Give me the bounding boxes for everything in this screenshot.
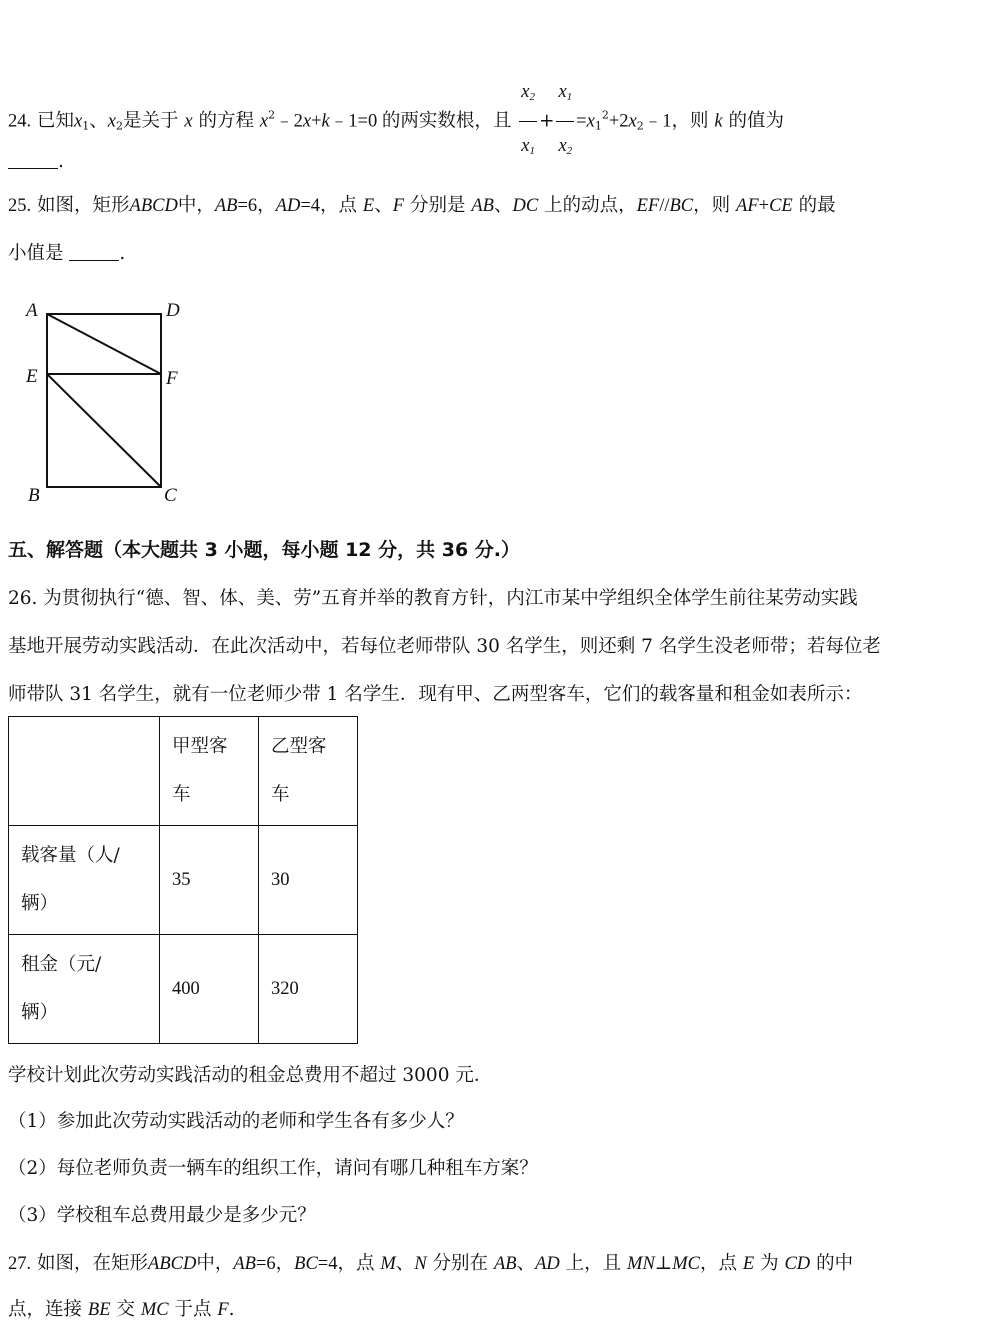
table-header: [160, 717, 259, 826]
fraction-x1-over-x2: $\frac{x_1}{x_2}$: [556, 70, 574, 173]
label-f: F: [166, 368, 178, 389]
text: 是关于: [122, 110, 179, 132]
question-26-part1: （1）参加此次劳动实践活动的老师和学生各有多少人？: [8, 1111, 464, 1132]
text: =4，点: [300, 196, 358, 216]
text: 的方程: [198, 110, 255, 132]
text: .: [119, 243, 126, 264]
table-row: [9, 935, 358, 1044]
text: 上，且: [565, 1253, 622, 1274]
question-25-line2: [8, 242, 125, 266]
text: 车: [172, 784, 191, 805]
question-25: 25. 如图，矩形ABCD中，AB=6，AD=4，点 E、F 分别是 AB、DC 上的动点，EF//BC，则 AF+CE 的最: [8, 195, 836, 216]
question-26-line1: 26. 为贯彻执行“德、智、体、美、劳”五育并举的教育方针，内江市某中学组织全体学生前往某劳动实践: [8, 588, 858, 609]
text: //: [659, 196, 670, 216]
answer-blank: [69, 242, 119, 261]
text: 辆）: [21, 893, 59, 914]
segment-af: [47, 314, 161, 374]
question-26-part2: （2）每位老师负责一辆车的组织工作，请问有哪几种租车方案？: [8, 1158, 538, 1179]
text: 点，连接: [8, 1299, 83, 1320]
text: =6，: [237, 196, 276, 216]
question-27-line2: 点，连接 BE 交 MC 于点 F.: [8, 1299, 235, 1320]
text: +: [758, 196, 770, 216]
text: 甲型客: [172, 736, 228, 757]
text: 的最: [798, 195, 836, 216]
text: ﹣1=0 的两实数根，且: [329, 111, 512, 132]
text: 分别是: [409, 195, 466, 216]
text: 于点: [174, 1299, 212, 1320]
text: ﹣2: [275, 111, 303, 132]
text: .: [58, 151, 64, 172]
text: .: [228, 1299, 235, 1320]
text: 上的动点，: [544, 195, 637, 216]
question-26-part3: （3）学校租车总费用最少是多少元？: [8, 1205, 316, 1226]
text: 乙型客: [271, 736, 327, 757]
vehicle-table: [8, 716, 358, 1044]
text: 载客量（人/: [21, 845, 120, 866]
text: 的中: [816, 1253, 854, 1274]
text: 中，: [177, 195, 215, 216]
table-cell: 30: [259, 826, 358, 935]
label-d: D: [166, 300, 180, 321]
fraction-x2-over-x1: $\frac{x_2}{x_1}$: [519, 70, 537, 173]
text: =6，: [255, 1254, 295, 1274]
text: 分别在: [432, 1253, 489, 1274]
text: 已知: [37, 110, 75, 132]
question-26-line2: 基地开展劳动实践活动．在此次活动中，若每位老师带队 30 名学生，则还剩 7 名学生没老师带；若每位老: [8, 636, 881, 657]
table-row: [9, 717, 358, 826]
text: 交: [116, 1299, 135, 1320]
text: 如图，矩形: [37, 195, 130, 216]
label-c: C: [164, 485, 177, 506]
table-row: [9, 826, 358, 935]
label-b: B: [28, 485, 40, 506]
question-24: 24. 已知$x_1$、$x_2$是关于 x 的方程 $x^2﹣2x+k﹣1=0$ 的两实数根，且 $\frac{x_2}{x_1}$ + $\frac{x_1}{x_2}$ $=x_1^2+2x_2﹣1$，则 k 的值为: [8, 70, 784, 173]
rectangle-figure: [20, 296, 200, 511]
text: ，则: [693, 195, 731, 216]
text: ，点: [699, 1253, 737, 1274]
text: =4，点: [317, 1254, 375, 1274]
table-header: [259, 717, 358, 826]
question-number: 25.: [8, 196, 32, 216]
text: ⊥: [654, 1254, 673, 1274]
text: 的值为: [728, 110, 785, 132]
answer-blank: [8, 150, 58, 169]
text: +2: [608, 111, 629, 132]
text: 辆）: [21, 1002, 59, 1023]
table-cell: [9, 717, 160, 826]
row-header: [9, 935, 160, 1044]
table-cell: 400: [160, 935, 259, 1044]
rectangle-abcd: [47, 314, 161, 487]
text: =: [576, 111, 587, 132]
text: +: [311, 111, 322, 132]
question-26-line3: 师带队 31 名学生，就有一位老师少带 1 名学生．现有甲、乙两型客车，它们的载客量和租金如表所示：: [8, 684, 863, 705]
table-cell: 35: [160, 826, 259, 935]
question-27-line1: 27. 如图，在矩形ABCD中，AB=6，BC=4，点 M、N 分别在 AB、AD 上，且 MN⊥MC，点 E 为 CD 的中: [8, 1253, 854, 1274]
question-number: 24.: [8, 111, 32, 132]
text: 为: [760, 1253, 779, 1274]
text: 车: [271, 784, 290, 805]
row-header: [9, 826, 160, 935]
question-number: 27.: [8, 1254, 32, 1274]
text: ﹣1，则: [643, 111, 709, 132]
text: 中，: [196, 1253, 234, 1274]
question-26-after-table: 学校计划此次劳动实践活动的租金总费用不超过 3000 元．: [8, 1065, 493, 1086]
text: 租金（元/: [21, 954, 102, 975]
table-cell: 320: [259, 935, 358, 1044]
segment-ce: [47, 374, 161, 487]
label-a: A: [26, 300, 38, 321]
text: 如图，在矩形: [37, 1253, 149, 1274]
question-24-answer-line: [8, 150, 64, 174]
section-heading: 五、解答题（本大题共 3 小题，每小题 12 分，共 36 分.）: [8, 539, 521, 561]
label-e: E: [26, 366, 38, 387]
text: 小值是: [8, 243, 64, 264]
